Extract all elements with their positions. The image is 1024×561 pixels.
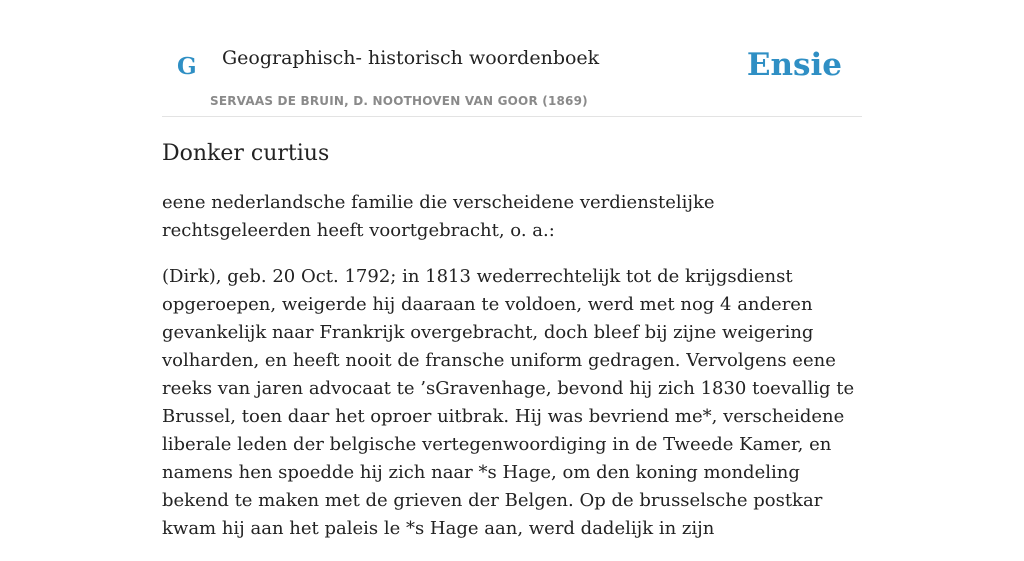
book-authors: SERVAAS DE BRUIN, D. NOOTHOVEN VAN GOOR (1869)	[210, 94, 588, 108]
entry-title: Donker curtius	[162, 141, 330, 166]
book-title-link[interactable]: Geographisch- historisch woordenboek	[222, 47, 600, 69]
header	[162, 0, 862, 117]
entry-paragraph: eene nederlandsche familie die verscheidene verdienstelijke rechtsgeleerden heeft voortgebracht, o. a.:	[162, 192, 715, 241]
book-logo-icon[interactable]: G	[177, 53, 197, 80]
entry-content	[162, 138, 862, 561]
ensie-logo[interactable]: Ensie	[746, 47, 842, 83]
entry-paragraph: (Dirk), geb. 20 Oct. 1792; in 1813 wederrechtelijk tot de krijgsdienst opgeroepen, weigerde hij daaraan te voldoen, werd met nog 4 anderen gevankelijk naar Frankrijk overgebracht, doch bleef bij zijne weigering volharden, en heeft nooit de fransche uniform gedragen. Vervolgens eene reeks van jaren advocaat te ’sGravenhage, bevond hij zich 1830 toevallig te Brussel, toen daar het oproer uitbrak. Hij was bevriend me*, verscheidene liberale leden der belgische vertegenwoordiging in de Tweede Kamer, en namens hen spoedde hij zich naar *s Hage, om den koning mondeling bekend te maken met de grieven der Belgen. Op de brusselsche postkar kwam hij aan het paleis le *s Hage aan, werd dadelijk in zijn	[162, 266, 855, 539]
